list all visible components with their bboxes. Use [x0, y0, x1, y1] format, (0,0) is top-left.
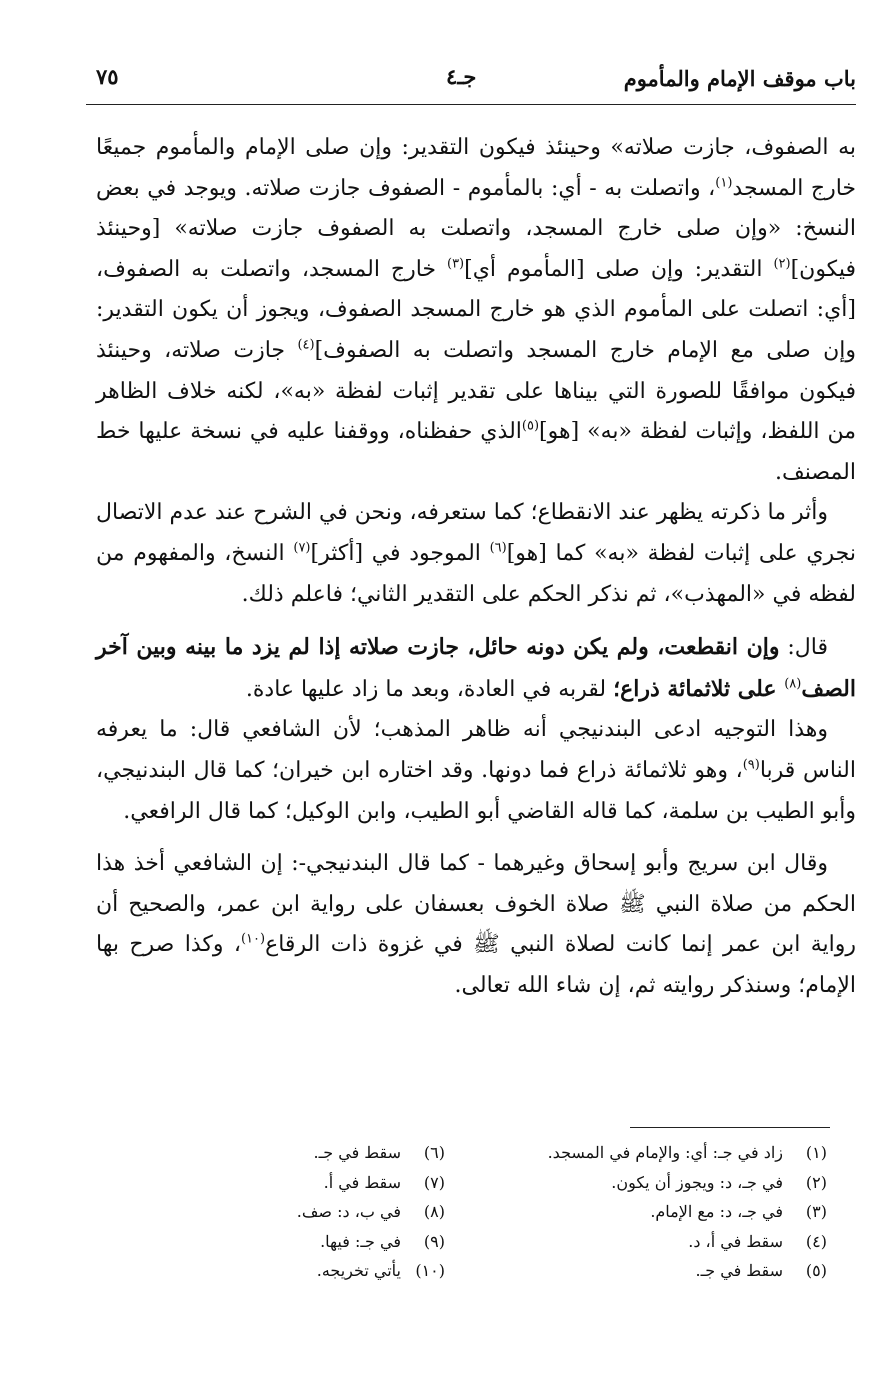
footnote-number: (٥): [805, 1261, 827, 1280]
footnote-text: في جـ: فيها.: [320, 1231, 401, 1251]
footnote-text: في جـ، د: مع الإمام.: [650, 1202, 783, 1221]
footnote-number: (٩): [423, 1231, 445, 1251]
footnote-marker: (٣): [446, 256, 465, 272]
footnote-text: يأتي تخريجه.: [316, 1261, 401, 1280]
text-segment: الموجود في [أكثر]: [310, 540, 490, 566]
footnote-marker: (١): [715, 175, 733, 191]
text-segment: ، وكذا صرح بها الإمام؛ وسنذكر روايته ثم، إن شاء الله تعالى.: [96, 932, 856, 998]
footnote: [497, 1197, 827, 1227]
footnote-marker: (٤): [297, 337, 315, 353]
footnote: [497, 1168, 827, 1198]
footnote-number: (١): [805, 1143, 827, 1162]
footnote: [195, 1227, 445, 1257]
text-segment: التقدير: وإن صلى [المأموم أي]: [464, 256, 774, 282]
footnote-number: (٧): [423, 1172, 445, 1192]
text-segment: وأثر ما ذكرته يظهر عند الانقطاع؛ كما ستعرفه، ونحن في الشرح عند عدم الاتصال نجري على إثبات لفظة «به» كما [هو]: [96, 500, 856, 566]
footnote-number: (٢): [805, 1172, 827, 1192]
footnote-divider: [630, 1127, 830, 1128]
text-segment: ، واتصلت به - أي: بالمأموم - الصفوف جازت صلاته. ويوجد في بعض النسخ: «وإن صلى خارج المسجد، واتصلت به الصفوف جازت صلاته» [وحينئذ فيكون]: [96, 175, 856, 282]
text-segment: وقال ابن سريج وأبو إسحاق وغيرهما - كما قال البندنيجي-: إن الشافعي أخذ هذا الحكم من صلاة النبي ﷺ صلاة الخوف بعسفان على رواية ابن عمر، والصحيح أن رواية ابن عمر إنما كانت لصلاة النبي ﷺ في غزوة ذات الرقاع: [96, 851, 856, 958]
footnote-text: زاد في جـ: أي: والإمام في المسجد.: [547, 1143, 783, 1162]
footnotes-column-left: [195, 1138, 445, 1286]
footnote: [195, 1138, 445, 1168]
footnote: [497, 1138, 827, 1168]
footnote: [497, 1227, 827, 1257]
footnote-text: سقط في جـ.: [695, 1261, 783, 1280]
footnotes-column-right: [497, 1138, 827, 1286]
text-segment: وهذا التوجيه ادعى البندنيجي أنه ظاهر المذهب؛ لأن الشافعي قال: ما يعرفه الناس قربا: [96, 717, 856, 783]
running-header: [86, 58, 856, 102]
footnote-marker: (٢): [773, 256, 791, 272]
text-segment: قال:: [779, 635, 828, 661]
footnote-number: (١٠): [415, 1261, 445, 1280]
footnote: [497, 1256, 827, 1286]
footnote-marker: (١٠): [240, 931, 266, 947]
footnote-text: في ب، د: صف.: [296, 1202, 401, 1221]
paragraph: [96, 128, 856, 493]
footnote-marker: (٦): [489, 540, 507, 556]
text-segment: النسخ، والمفهوم من لفظه في «المهذب»، ثم نذكر الحكم على التقدير الثاني؛ فاعلم ذلك.: [96, 540, 856, 607]
chapter-title: باب موقف الإمام والمأموم: [623, 66, 856, 91]
footnote-marker: (٨): [784, 676, 802, 692]
paragraph: [96, 493, 856, 615]
footnote-text: سقط في جـ.: [313, 1143, 401, 1162]
footnote: [195, 1168, 445, 1198]
footnote-number: (٨): [423, 1202, 445, 1221]
footnote-text: في جـ، د: ويجوز أن يكون.: [611, 1172, 783, 1192]
footnote-marker: (٥): [521, 418, 540, 434]
paragraph: [96, 627, 856, 710]
footnote-text: سقط في أ، د.: [688, 1231, 783, 1251]
paragraph: [96, 710, 856, 832]
text-segment: خارج المسجد، واتصلت به الصفوف، [أي: اتصلت على المأموم الذي هو خارج المسجد الصفوف، ويجوز أن يكون التقدير: وإن صلى مع الإمام خارج المسجد واتصلت به الصفوف]: [96, 256, 856, 363]
text-segment: لقربه في العادة، وبعد ما زاد عليها عادة.: [245, 676, 614, 702]
footnote-number: (٤): [805, 1231, 827, 1251]
volume-label: جـ٤: [446, 64, 477, 89]
text-segment: جازت صلاته، وحينئذ فيكون موافقًا للصورة التي بيناها على تقدير إثبات لفظة «به»، لكنه خلاف الظاهر من اللفظ، وإثبات لفظة «به» [هو]: [96, 337, 856, 445]
footnote-number: (٣): [805, 1202, 827, 1221]
main-text: [96, 128, 856, 1006]
page-number: ٧٥: [96, 64, 119, 89]
matn-text: على ثلاثمائة ذراع؛: [613, 675, 785, 702]
footnote-text: سقط في أ.: [323, 1172, 401, 1192]
text-segment: ، وهو ثلاثمائة ذراع فما دونها. وقد اختاره ابن خيران؛ كما قال البندنيجي، وأبو الطيب بن سلمة، كما قاله القاضي أبو الطيب، وابن الوكيل؛ كما قال الرافعي.: [96, 757, 856, 824]
footnote: [195, 1256, 445, 1286]
footnote-marker: (٩): [742, 757, 760, 773]
footnote: [195, 1197, 445, 1227]
paragraph: [96, 844, 856, 1006]
header-divider: [86, 104, 856, 105]
text-segment: به الصفوف، جازت صلاته» وحينئذ فيكون التقدير: وإن صلى الإمام والمأموم جميعًا خارج المسجد: [96, 135, 857, 201]
matn-text: وإن انقطعت، ولم يكن دونه حائل، جازت صلاته إذا لم يزد ما بينه وبين آخر الصف: [96, 634, 856, 702]
footnote-marker: (٧): [293, 540, 311, 556]
text-segment: الذي حفظناه، ووقفنا عليه في نسخة عليها خط المصنف.: [96, 419, 856, 485]
footnote-number: (٦): [423, 1143, 445, 1162]
